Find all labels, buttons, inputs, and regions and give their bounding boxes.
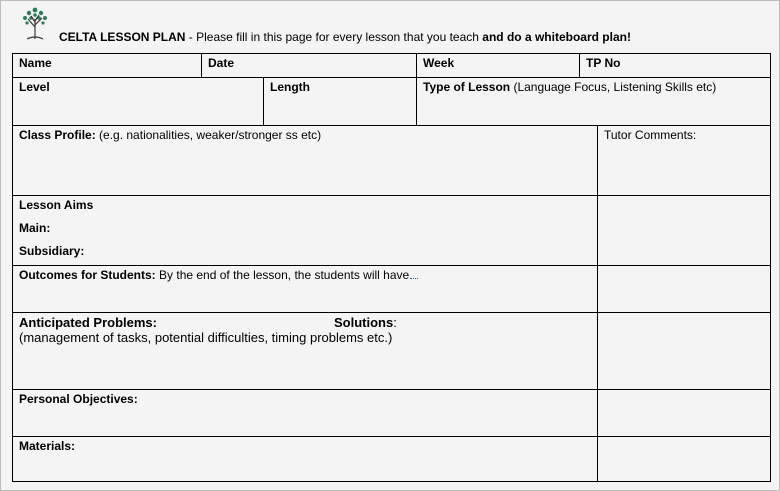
tp-no-label: TP No: [586, 56, 621, 70]
anticipated-problems-label: Anticipated Problems:: [19, 315, 157, 330]
level-cell[interactable]: [12, 77, 264, 126]
tutor-materials-cell[interactable]: [597, 436, 771, 482]
date-label: Date: [208, 56, 235, 70]
date-cell[interactable]: [201, 53, 417, 78]
tree-icon: [19, 5, 51, 41]
solutions-label: Solutions:: [334, 315, 397, 330]
lesson-plan-table: [12, 53, 771, 482]
tutor-objectives-cell[interactable]: [597, 389, 771, 437]
tp-no-cell[interactable]: [579, 53, 771, 78]
class-profile-label: Class Profile: (e.g. nationalities, weaker/stronger ss etc): [19, 128, 322, 142]
anticipated-problems-cell[interactable]: [12, 312, 598, 390]
personal-objectives-label: Personal Objectives:: [19, 392, 138, 406]
spellcheck-squiggle: [410, 274, 418, 279]
tutor-outcomes-cell[interactable]: [597, 265, 771, 313]
page-title: CELTA LESSON PLAN - Please fill in this page for every lesson that you teach and do a whiteboard plan!: [59, 30, 631, 44]
tutor-comments-label: Tutor Comments:: [604, 128, 697, 142]
level-label: Level: [19, 80, 50, 94]
type-of-lesson-cell[interactable]: [416, 77, 771, 126]
outcomes-cell[interactable]: [12, 265, 598, 313]
tutor-aims-cell[interactable]: [597, 195, 771, 266]
subsidiary-aim-label: Subsidiary:: [19, 244, 85, 258]
tutor-comments-cell[interactable]: [597, 125, 771, 196]
personal-objectives-cell[interactable]: [12, 389, 598, 437]
outcomes-label: Outcomes for Students: By the end of the lesson, the students will have: [19, 268, 418, 282]
length-label: Length: [270, 80, 310, 94]
class-profile-cell[interactable]: [12, 125, 598, 196]
lesson-aims-label: Lesson Aims: [19, 198, 94, 212]
lesson-aims-cell[interactable]: [12, 195, 598, 266]
week-cell[interactable]: [416, 53, 580, 78]
type-of-lesson-label: Type of Lesson (Language Focus, Listening Skills etc): [423, 80, 717, 94]
main-aim-label: Main:: [19, 221, 51, 235]
tutor-problems-cell[interactable]: [597, 312, 771, 390]
anticipated-problems-hint: (management of tasks, potential difficulties, timing problems etc.): [19, 330, 393, 345]
name-label: Name: [19, 56, 52, 70]
week-label: Week: [423, 56, 455, 70]
length-cell[interactable]: [263, 77, 417, 126]
materials-label: Materials:: [19, 439, 76, 453]
materials-cell[interactable]: [12, 436, 598, 482]
name-cell[interactable]: [12, 53, 202, 78]
